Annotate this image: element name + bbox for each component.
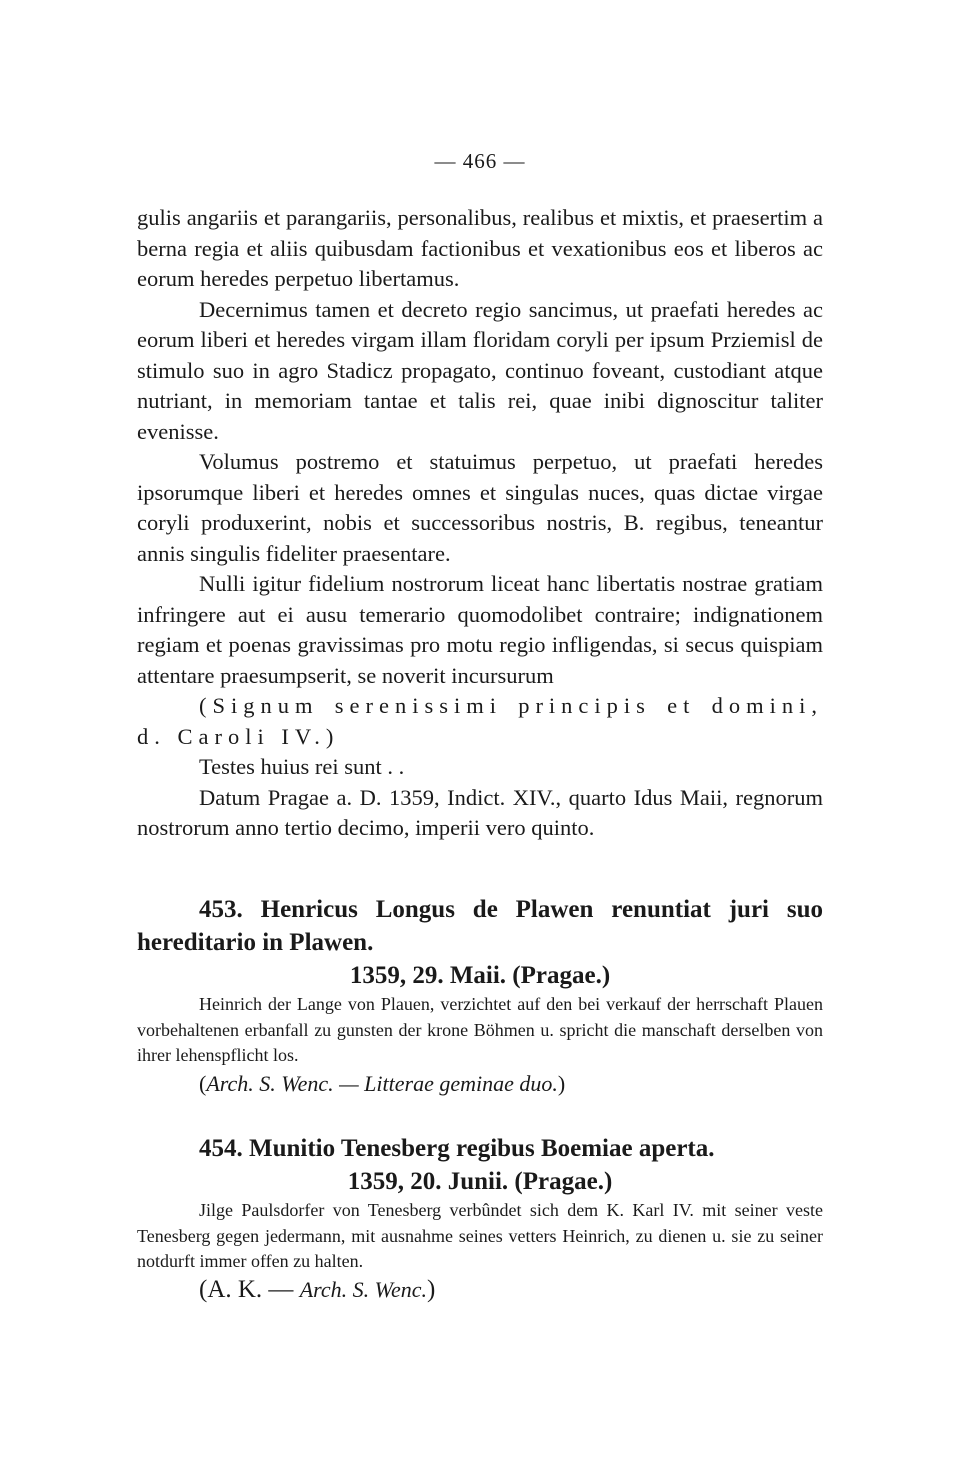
datum-line: Datum Pragae a. D. 1359, Indict. XIV., quarto Idus Maii, regnorum nostrorum anno tertio decimo, imperii vero quinto.	[137, 784, 823, 840]
paragraph-2: Decernimus tamen et decreto regio sancimus, ut praefati heredes ac eorum liberi et heredes virgam illam floridam coryli per ipsum Prziemisl de stimulo suo in agro Stadicz propagato, continuo foveant, custodiant atque nutriant, in memoriam tantae et talis rei, quae inibi dignoscitur taliter evenisse.	[137, 296, 823, 444]
page-number: — 466 —	[434, 149, 526, 173]
doc-453-source	[137, 1069, 823, 1099]
doc-453-source-close: )	[557, 1070, 566, 1096]
document-453	[137, 893, 823, 1099]
paragraph-4: Nulli igitur fidelium nostrorum liceat hanc libertatis nostrae gratiam infringere aut ei ausu temerario quomodolibet contraire; indignationem regiam et poenas gravissimas pro motu regio infligendas, si secus quispiam attentare praesumpserit, se noverit incursurum	[137, 571, 823, 688]
paragraph-3: Volumus postremo et statuimus perpetuo, ut praefati heredes ipsorumque liberi et heredes omnes et singulas nuces, quas dictae virgae coryli produxerint, nobis et successoribus nostris, B. regibus, teneantur annis singulis fideliter praesentare.	[137, 449, 823, 566]
doc-453-source-open: (	[199, 1070, 207, 1096]
charter-text	[137, 203, 823, 844]
doc-454-date: 1359, 20. Junii. (Pragae.)	[347, 1168, 613, 1195]
doc-454-source-plain: (A. K. —	[199, 1275, 294, 1303]
doc-453-date: 1359, 29. Maii. (Pragae.)	[349, 962, 611, 989]
doc-454-source-text: Arch. S. Wenc.	[299, 1276, 427, 1302]
doc-454-source	[137, 1275, 823, 1305]
signum-line: (Signum serenissimi principis et domini, d. Caroli IV.)	[137, 693, 823, 749]
doc-453-source-text: Arch. S. Wenc. — Litterae geminae duo.	[206, 1070, 558, 1096]
doc-454-heading: 454. Munitio Tenesberg regibus Boemiae aperta.	[199, 1135, 715, 1162]
doc-454-source-close: )	[426, 1275, 436, 1303]
testes-line: Testes huius rei sunt . .	[199, 754, 405, 779]
paragraph-1: gulis angariis et parangariis, personalibus, realibus et mixtis, et praesertim a berna regia et aliis quibusdam factionibus et vexationibus eos et liberos ac eorum heredes perpetuo libertamus.	[137, 205, 823, 291]
doc-453-heading: 453. Henricus Longus de Plawen renuntiat juri suo hereditario in Plawen.	[137, 896, 823, 956]
document-454	[137, 1132, 823, 1305]
doc-454-summary: Jilge Paulsdorfer von Tenesberg verbûndet sich dem K. Karl IV. mit seiner veste Tenesberg gegen jedermann, mit ausnahme seines vetters Heinrich, zu dienen u. sie zu seiner notdurft immer offen zu halten.	[137, 1200, 823, 1271]
doc-453-summary: Heinrich der Lange von Plauen, verzichtet auf den bei verkauf der herrschaft Plauen vorbehaltenen erbanfall zu gunsten der krone Böhmen u. spricht die manschaft derselben von ihrer lehenspflicht los.	[137, 994, 823, 1065]
